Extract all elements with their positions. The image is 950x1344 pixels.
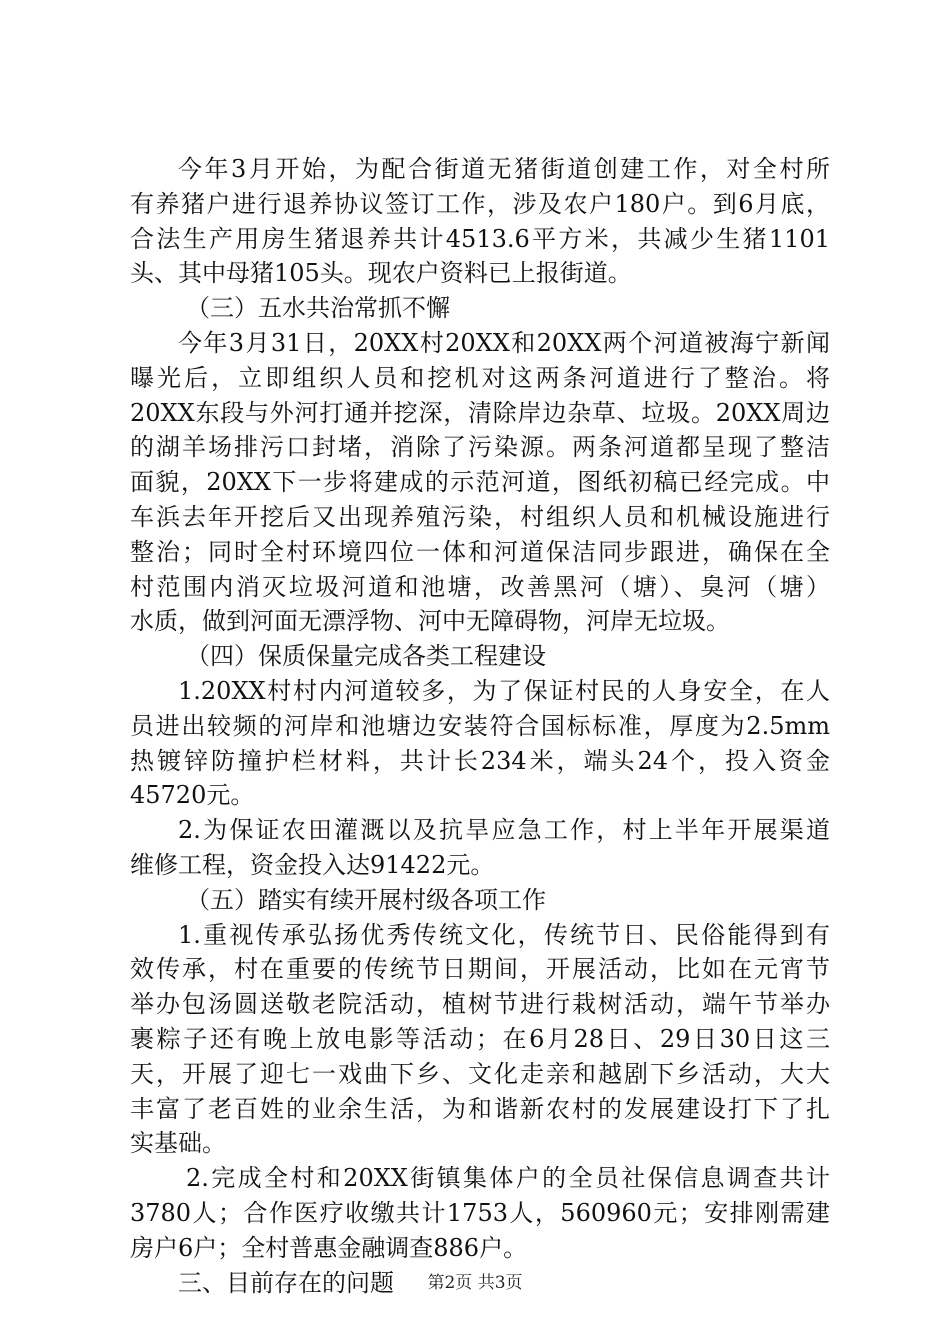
paragraph-line: 效传承，村在重要的传统节日期间，开展活动，比如在元宵节 [130, 955, 830, 984]
page-number-footer: 第2页 共3页 [427, 1273, 523, 1293]
paragraph-line: 3780人；合作医疗收缴共计1753人，560960元；安排刚需建 [130, 1198, 830, 1227]
paragraph-line: 裹粽子还有晚上放电影等活动；在6月28日、29日30日这三 [130, 1024, 830, 1053]
paragraph-line: 20XX东段与外河打通并挖深，清除岸边杂草、垃圾。20XX周边 [130, 398, 830, 427]
paragraph-line: 村范围内消灭垃圾河道和池塘，改善黑河（塘）、臭河（塘） [130, 572, 830, 601]
paragraph-line: 员进出较频的河岸和池塘边安装符合国标标准，厚度为2.5mm [130, 711, 830, 740]
paragraph-line: 热镀锌防撞护栏材料，共计长234米，端头24个，投入资金 [130, 746, 830, 775]
paragraph-line: 曝光后，立即组织人员和挖机对这两条河道进行了整治。将 [130, 363, 830, 392]
paragraph-line: 45720元。 [130, 781, 255, 810]
section-heading: 三、目前存在的问题 [178, 1268, 394, 1297]
paragraph-line: 合法生产用房生猪退养共计4513.6平方米，共减少生猪1101 [130, 224, 830, 253]
paragraph-line: 今年3月31日，20XX村20XX和20XX两个河道被海宁新闻 [178, 328, 830, 357]
paragraph-line: 天，开展了迎七一戏曲下乡、文化走亲和越剧下乡活动，大大 [130, 1059, 830, 1088]
paragraph-line: 1.20XX村村内河道较多，为了保证村民的人身安全，在人 [178, 676, 830, 705]
paragraph-line: 车浜去年开挖后又出现养殖污染，村组织人员和机械设施进行 [130, 502, 830, 531]
paragraph-line: 整治；同时全村环境四位一体和河道保洁同步跟进，确保在全 [130, 537, 830, 566]
paragraph-line: 1.重视传承弘扬优秀传统文化，传统节日、民俗能得到有 [178, 920, 830, 949]
paragraph-line: 实基础。 [130, 1129, 226, 1158]
paragraph-line: 面貌，20XX下一步将建成的示范河道，图纸初稿已经完成。中 [130, 468, 830, 497]
document-body [130, 152, 830, 1300]
paragraph-line: 头、其中母猪105头。现农户资料已上报街道。 [130, 259, 632, 288]
paragraph-line: 房户6户；全村普惠金融调查886户。 [130, 1233, 528, 1262]
paragraph-line: 丰富了老百姓的业余生活，为和谐新农村的发展建设打下了扎 [130, 1094, 830, 1123]
paragraph-line: 2.完成全村和20XX街镇集体户的全员社保信息调查共计 [186, 1164, 830, 1193]
section-heading: （三）五水共治常抓不懈 [186, 294, 450, 323]
paragraph-line: 举办包汤圆送敬老院活动，植树节进行栽树活动，端午节举办 [130, 990, 830, 1019]
section-heading: （五）踏实有续开展村级各项工作 [186, 885, 546, 914]
paragraph-line: 维修工程，资金投入达91422元。 [130, 850, 495, 879]
paragraph-line: 今年3月开始，为配合街道无猪街道创建工作，对全村所 [178, 155, 830, 183]
paragraph-line: 水质，做到河面无漂浮物、河中无障碍物，河岸无垃圾。 [130, 607, 730, 636]
paragraph-line: 的湖羊场排污口封堵，消除了污染源。两条河道都呈现了整洁 [130, 433, 830, 462]
paragraph-line: 有养猪户进行退养协议签订工作，涉及农户180户。到6月底， [130, 189, 830, 218]
paragraph-line: 2.为保证农田灌溉以及抗旱应急工作，村上半年开展渠道 [178, 816, 830, 845]
section-heading: （四）保质保量完成各类工程建设 [186, 642, 546, 671]
